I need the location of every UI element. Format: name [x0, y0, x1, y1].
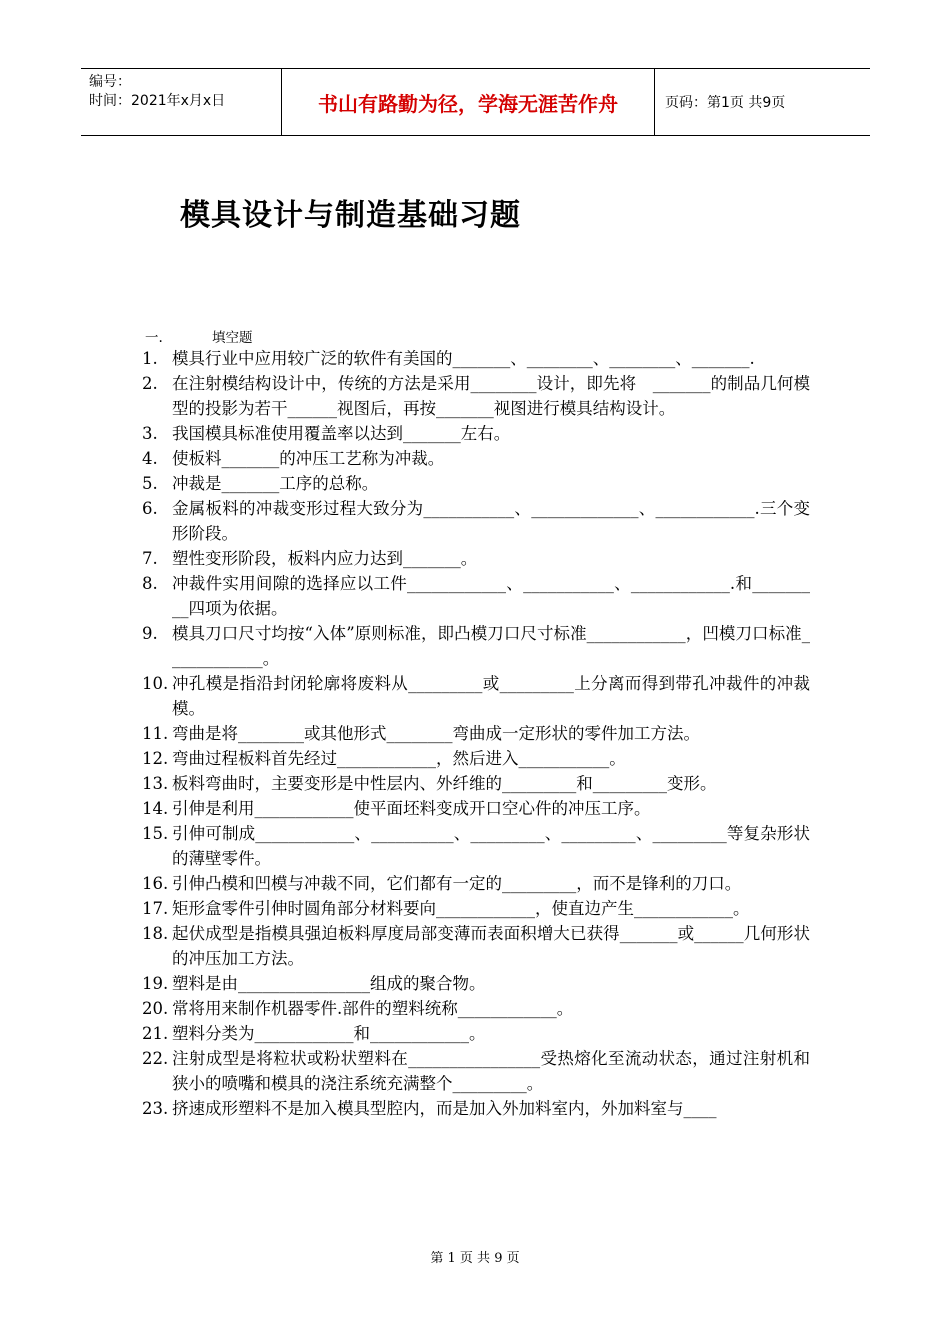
- question-text: 弯曲是将________或其他形式________弯曲成一定形状的零件加工方法。: [172, 724, 700, 743]
- question-text: 起伏成型是指模具强迫板料厚度局部变薄而表面积增大已获得_______或______几何形状的冲压加工方法。: [172, 924, 810, 968]
- question-text: 金属板料的冲裁变形过程大致分为___________、_____________、____________.三个变形阶段。: [172, 499, 810, 543]
- question-text: 挤速成形塑料不是加入模具型腔内，而是加入外加料室内，外加料室与____: [172, 1099, 717, 1118]
- question-number: 6.: [142, 499, 158, 518]
- section-heading: [145, 326, 253, 346]
- question-number: 9.: [142, 624, 158, 643]
- question-item: [142, 771, 810, 796]
- question-item: [142, 621, 810, 671]
- question-text: 常将用来制作机器零件.部件的塑料统称____________。: [172, 999, 574, 1018]
- question-item: [142, 1096, 810, 1121]
- question-text: 冲裁件实用间隙的选择应以工件____________、___________、____________.和_________四项为依据。: [172, 574, 810, 618]
- question-number: 7.: [142, 549, 158, 568]
- question-number: 15.: [142, 824, 169, 843]
- page-header: [81, 68, 870, 136]
- question-number: 10.: [142, 674, 169, 693]
- question-number: 21.: [142, 1024, 169, 1043]
- question-text: 我国模具标准使用覆盖率以达到_______左右。: [172, 424, 511, 443]
- question-text: 模具行业中应用较广泛的软件有美国的_______、________、________、_______.: [172, 349, 755, 368]
- question-item: [142, 871, 810, 896]
- question-number: 8.: [142, 574, 158, 593]
- question-text: 塑料分类为____________和____________。: [172, 1024, 486, 1043]
- question-text: 在注射模结构设计中，传统的方法是采用________设计，即先将 _______的制品几何模型的投影为若干______视图后，再按_______视图进行模具结构设计。: [172, 374, 810, 418]
- question-number: 2.: [142, 374, 158, 393]
- question-number: 12.: [142, 749, 169, 768]
- question-item: [142, 1021, 810, 1046]
- section-label: 填空题: [212, 330, 253, 346]
- question-text: 引伸凸模和凹模与冲裁不同，它们都有一定的_________，而不是锋利的刀口。: [172, 874, 742, 893]
- question-text: 矩形盒零件引伸时圆角部分材料要向____________，使直边产生____________。: [172, 899, 750, 918]
- question-item: [142, 421, 810, 446]
- question-text: 板料弯曲时，主要变形是中性层内、外纤维的_________和_________变形。: [172, 774, 717, 793]
- page-footer: 第 1 页 共 9 页: [430, 1251, 520, 1266]
- question-item: [142, 446, 810, 471]
- question-item: [142, 546, 810, 571]
- question-item: [142, 571, 810, 621]
- question-number: 3.: [142, 424, 158, 443]
- date-label: 时间：2021年x月x日: [89, 93, 226, 109]
- question-text: 塑料是由________________组成的聚合物。: [172, 974, 486, 993]
- question-text: 引伸是利用____________使平面坯料变成开口空心件的冲压工序。: [172, 799, 651, 818]
- question-text: 使板料_______的冲压工艺称为冲裁。: [172, 449, 445, 468]
- question-number: 5.: [142, 474, 158, 493]
- question-item: [142, 746, 810, 771]
- header-meta: [81, 69, 281, 135]
- question-number: 19.: [142, 974, 169, 993]
- question-number: 20.: [142, 999, 169, 1018]
- document-title: 模具设计与制造基础习题: [180, 198, 521, 233]
- question-item: [142, 471, 810, 496]
- question-number: 22.: [142, 1049, 169, 1068]
- question-item: [142, 971, 810, 996]
- question-text: 冲孔模是指沿封闭轮廓将废料从_________或_________上分离而得到带孔冲裁件的冲裁模。: [172, 674, 810, 718]
- header-page-label: 页码：第1页 共9页: [665, 95, 786, 111]
- question-item: [142, 496, 810, 546]
- question-text: 弯曲过程板料首先经过____________，然后进入___________。: [172, 749, 626, 768]
- question-item: [142, 921, 810, 971]
- question-number: 23.: [142, 1099, 169, 1118]
- question-item: [142, 346, 810, 371]
- question-item: [142, 796, 810, 821]
- question-item: [142, 1046, 810, 1096]
- header-motto: 书山有路勤为径，学海无涯苦作舟: [281, 69, 655, 135]
- question-list: [142, 346, 810, 1121]
- question-text: 冲裁是_______工序的总称。: [172, 474, 379, 493]
- question-number: 11.: [142, 724, 169, 743]
- question-text: 模具刀口尺寸均按“入体”原则标准，即凸模刀口尺寸标准____________，凹模刀口标准____________。: [172, 624, 810, 668]
- question-text: 注射成型是将粒状或粉状塑料在________________受热熔化至流动状态，通过注射机和狭小的喷嘴和模具的浇注系统充满整个_________。: [172, 1049, 810, 1093]
- question-number: 4.: [142, 449, 158, 468]
- question-number: 1.: [142, 349, 158, 368]
- question-text: 塑性变形阶段，板料内应力达到_______。: [172, 549, 478, 568]
- question-item: [142, 821, 810, 871]
- question-number: 13.: [142, 774, 169, 793]
- code-label: 编号：: [89, 74, 131, 90]
- question-item: [142, 896, 810, 921]
- question-number: 17.: [142, 899, 169, 918]
- section-number: 一.: [145, 330, 163, 346]
- question-item: [142, 371, 810, 421]
- question-item: [142, 996, 810, 1021]
- question-item: [142, 671, 810, 721]
- question-number: 18.: [142, 924, 169, 943]
- question-text: 引伸可制成____________、__________、_________、_________、_________等复杂形状的薄壁零件。: [172, 824, 810, 868]
- question-number: 14.: [142, 799, 169, 818]
- question-number: 16.: [142, 874, 169, 893]
- question-item: [142, 721, 810, 746]
